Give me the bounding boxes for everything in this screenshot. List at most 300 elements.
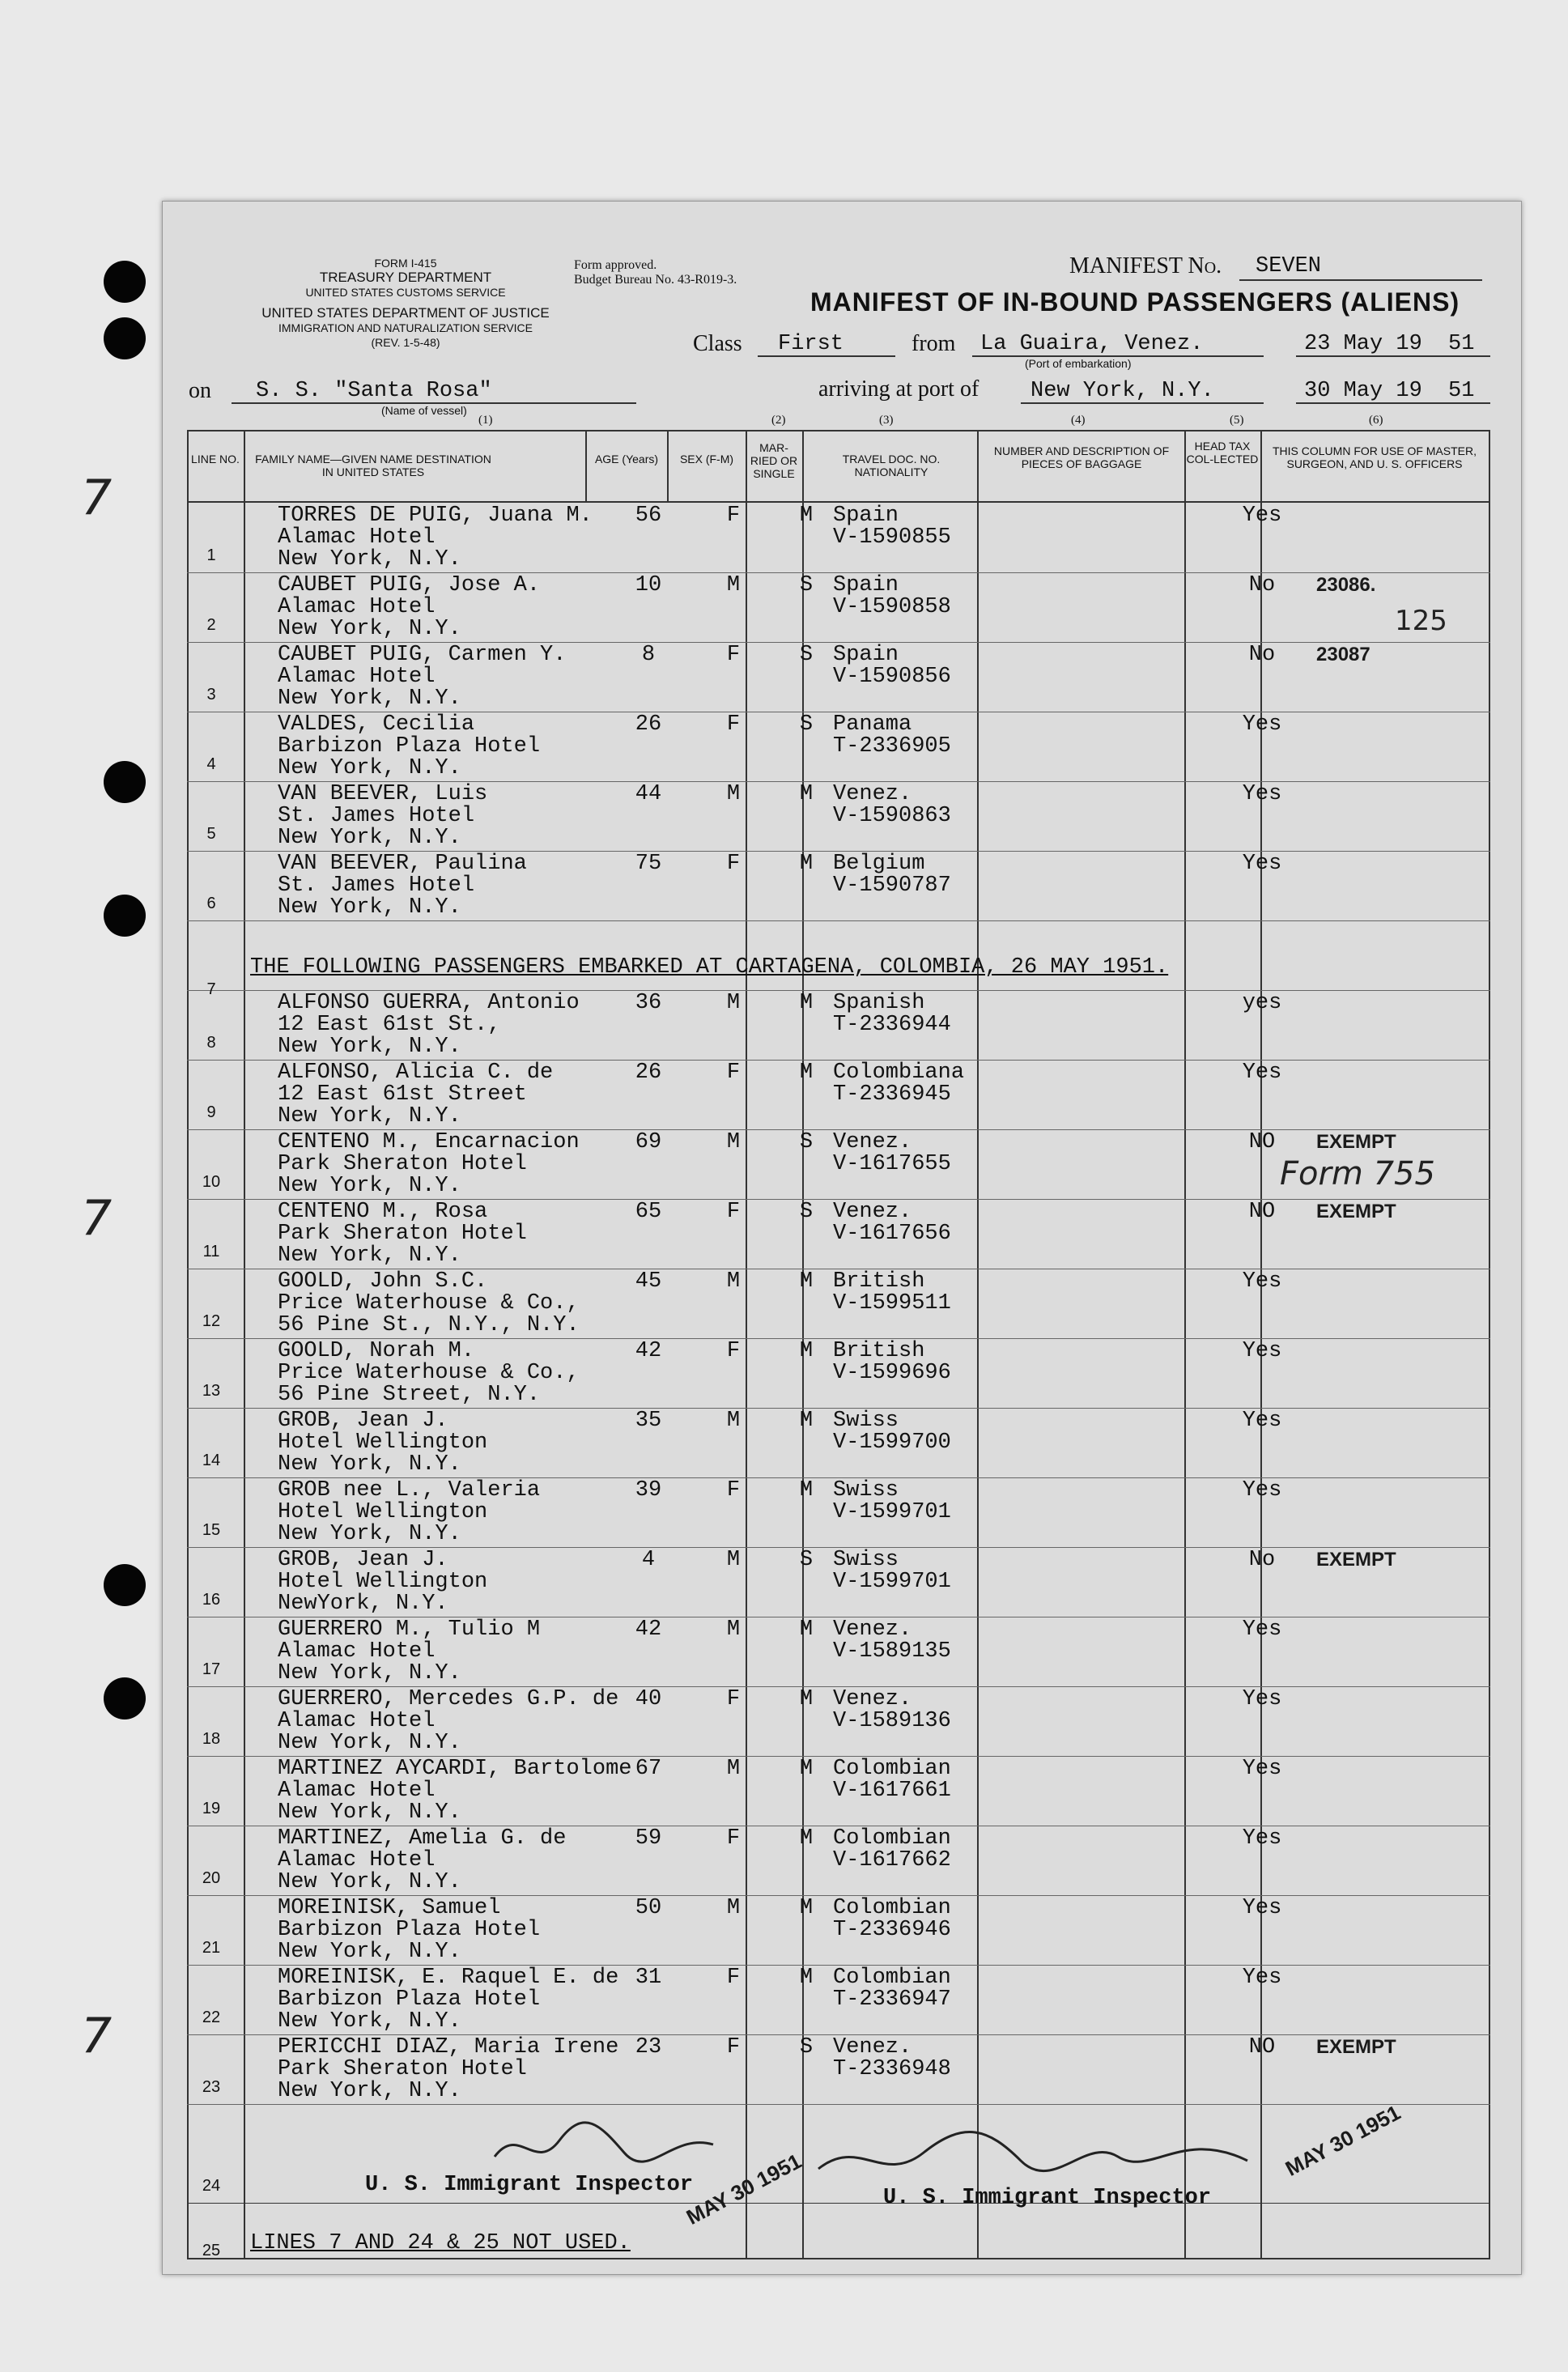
destination-line-1: St. James Hotel [278,804,475,828]
destination-line-1: Alamac Hotel [278,1639,436,1664]
destination-line-1: Alamac Hotel [278,595,436,619]
destination-line-1: Barbizon Plaza Hotel [278,1987,541,2012]
binder-hole [104,1677,146,1719]
from-value: La Guaira, Venez. [980,332,1204,356]
destination-line-2: New York, N.Y. [278,547,461,572]
destination-line-2: New York, N.Y. [278,1870,461,1894]
destination-line-2: New York, N.Y. [278,687,461,711]
col-number: (1) [478,414,493,427]
age: 23 [635,2035,662,2060]
table-row [187,1270,1490,1340]
passenger-name: GROB nee L., Valeria [278,1478,541,1503]
margin-mark: 7 [81,1190,113,1247]
col-number: (4) [1071,414,1086,427]
sex: F [726,712,741,737]
col-header-line: LINE NO. [191,453,240,465]
line-number: 13 [202,1382,221,1400]
arriving-value: New York, N.Y. [1030,379,1214,403]
nationality: Swiss [833,1478,899,1503]
nationality: Venez. [833,1687,912,1711]
age: 75 [635,852,662,876]
nationality: Colombian [833,1966,951,1990]
nationality: Spain [833,573,899,597]
line-number: 8 [206,1034,216,1052]
marital-status: M [799,1826,814,1851]
travel-doc-number: V-1617656 [833,1222,951,1246]
head-tax-collected: Yes [1242,1896,1282,1920]
travel-doc-number: V-1590858 [833,595,951,619]
line-number: 3 [206,686,216,704]
travel-doc-number: V-1617655 [833,1152,951,1176]
line-number: 20 [202,1869,221,1887]
line-number: 5 [206,825,216,843]
marital-status: M [799,1269,814,1294]
line-number: 12 [202,1312,221,1330]
rule [1239,279,1482,281]
officer-remark: EXEMPT [1316,1549,1396,1571]
row-rule [187,572,1490,573]
table-row [187,1409,1490,1479]
passenger-name: VAN BEEVER, Paulina [278,852,527,876]
officer-remark: EXEMPT [1316,1201,1396,1222]
passenger-name: CAUBET PUIG, Jose A. [278,573,541,597]
head-tax-collected: NO [1248,1130,1276,1154]
line-number: 23 [202,2078,221,2096]
ins: IMMIGRATION AND NATURALIZATION SERVICE [278,321,533,334]
head-tax-collected: Yes [1242,712,1282,737]
sex: M [726,1548,741,1572]
marital-status: S [799,712,814,737]
sex: F [726,1200,741,1224]
head-tax-collected: Yes [1242,1269,1282,1294]
nationality: Venez. [833,1617,912,1642]
line-number: 18 [202,1730,221,1748]
destination-line-1: Alamac Hotel [278,1848,436,1873]
marital-status: M [799,782,814,806]
passenger-name: MOREINISK, E. Raquel E. de [278,1966,619,1990]
row-rule [187,1129,1490,1130]
passenger-name: PERICCHI DIAZ, Maria Irene [278,2035,619,2060]
col-header-name: FAMILY NAME—GIVEN NAME DESTINATION IN UNITED STATES [255,453,491,478]
table-row [187,1758,1490,1827]
marital-status: M [799,1896,814,1920]
manifest-no-label: MANIFEST No. [1069,253,1222,278]
destination-line-2: New York, N.Y. [278,1800,461,1825]
destination-line-1: Hotel Wellington [278,1430,488,1455]
line-number: 11 [202,1243,220,1260]
sex: F [726,1826,741,1851]
from-date: 23 May 19 [1304,332,1422,356]
line-number: 21 [202,1939,221,1957]
sex: F [726,1478,741,1503]
age: 31 [635,1966,662,1990]
line-number: 24 [202,2177,221,2195]
travel-doc-number: V-1590863 [833,804,951,828]
age: 35 [635,1409,662,1433]
col-header-married: MAR-RIED OR SINGLE [750,441,798,480]
destination-line-1: Barbizon Plaza Hotel [278,1918,541,1942]
arriving-year: 51 [1448,379,1475,403]
row-rule [187,1895,1490,1896]
destination-line-2: 56 Pine St., N.Y., N.Y. [278,1313,580,1337]
vessel-value: S. S. "Santa Rosa" [256,379,492,403]
from-year: 51 [1448,332,1475,356]
binder-hole [104,895,146,937]
table-row [187,1201,1490,1270]
travel-doc-number: V-1617662 [833,1848,951,1873]
age: 26 [635,1061,662,1085]
table-row [187,574,1490,644]
marital-status: S [799,1130,814,1154]
row-rule [187,1477,1490,1478]
passenger-name: CENTENO M., Rosa [278,1200,488,1224]
justice-dept: UNITED STATES DEPARTMENT OF JUSTICE [261,305,550,321]
destination-line-2: New York, N.Y. [278,1522,461,1546]
row-rule [187,1408,1490,1409]
destination-line-1: Alamac Hotel [278,1709,436,1733]
destination-line-1: Hotel Wellington [278,1570,488,1594]
passenger-name: MARTINEZ, Amelia G. de [278,1826,567,1851]
col-number: (6) [1369,414,1383,427]
side-count: 125 [1395,605,1447,637]
travel-doc-number: V-1617661 [833,1779,951,1803]
head-tax-collected: Yes [1242,1687,1282,1711]
destination-line-2: New York, N.Y. [278,1731,461,1755]
line-number: 7 [206,980,216,998]
marital-status: M [799,1478,814,1503]
head-tax-collected: No [1248,1548,1276,1572]
marital-status: M [799,504,814,528]
destination-line-1: Park Sheraton Hotel [278,1222,527,1246]
class-label: Class [693,331,742,356]
col-divider [667,430,669,503]
passenger-name: MOREINISK, Samuel [278,1896,501,1920]
head-tax-collected: Yes [1242,1339,1282,1363]
passenger-name: VAN BEEVER, Luis [278,782,488,806]
head-tax-collected: Yes [1242,504,1282,528]
row-rule [187,2203,1490,2204]
travel-doc-number: T-2336948 [833,2057,951,2081]
col-header-baggage: NUMBER AND DESCRIPTION OF PIECES OF BAGGAGE [993,444,1170,470]
nationality: Swiss [833,1548,899,1572]
age: 69 [635,1130,662,1154]
inspector-label-1: U. S. Immigrant Inspector [365,2173,694,2197]
sex: M [726,573,741,597]
row-rule [187,920,1490,921]
nationality: Swiss [833,1409,899,1433]
sex: F [726,2035,741,2060]
age: 59 [635,1826,662,1851]
col-number: (2) [771,414,786,427]
row-rule [187,851,1490,852]
table-row [187,1479,1490,1549]
inspector-signature-1 [487,2108,729,2181]
nationality: British [833,1339,925,1363]
destination-line-1: 12 East 61st St., [278,1013,501,1037]
travel-doc-number: T-2336944 [833,1013,951,1037]
table-row [187,783,1490,852]
destination-line-2: New York, N.Y. [278,1940,461,1964]
destination-line-2: New York, N.Y. [278,1035,461,1059]
table-row [187,1061,1490,1131]
age: 42 [635,1617,662,1642]
line-number: 19 [202,1800,221,1817]
destination-line-2: New York, N.Y. [278,1174,461,1198]
port-embark-note: (Port of embarkation) [1025,357,1132,370]
rule [1021,402,1264,404]
sex: M [726,991,741,1015]
arriving-date: 30 May 19 [1304,379,1422,403]
header-rule [187,501,1490,503]
sex: M [726,782,741,806]
passenger-rows [187,504,1490,2258]
age: 44 [635,782,662,806]
revision: (REV. 1-5-48) [371,336,440,349]
travel-doc-number: T-2336905 [833,734,951,759]
head-tax-collected: Yes [1242,1409,1282,1433]
destination-line-2: New York, N.Y. [278,617,461,641]
inspector-label-2: U. S. Immigrant Inspector [883,2186,1212,2210]
age: 8 [641,643,656,667]
destination-line-2: NewYork, N.Y. [278,1592,448,1616]
destination-line-2: New York, N.Y. [278,895,461,920]
officer-remark: 23086. [1316,574,1376,596]
nationality: Panama [833,712,912,737]
col-number: (5) [1230,414,1244,427]
rule [1296,355,1490,357]
travel-doc-number: V-1589136 [833,1709,951,1733]
nationality: Colombian [833,1896,951,1920]
nationality: Venez. [833,782,912,806]
table-row [187,1897,1490,1966]
age: 67 [635,1757,662,1781]
head-tax-collected: Yes [1242,1966,1282,1990]
nationality: Spain [833,504,899,528]
budget-bureau: Budget Bureau No. 43-R019-3. [574,273,737,287]
line-number: 16 [202,1591,221,1609]
line-number: 2 [206,616,216,634]
age: 4 [641,1548,656,1572]
margin-mark: 7 [81,470,113,526]
destination-line-2: New York, N.Y. [278,1452,461,1477]
destination-line-2: New York, N.Y. [278,1243,461,1268]
passenger-name: TORRES DE PUIG, Juana M. [278,504,593,528]
passenger-name: MARTINEZ AYCARDI, Bartolome [278,1757,632,1781]
marital-status: S [799,1200,814,1224]
head-tax-collected: NO [1248,2035,1276,2060]
rule [1296,402,1490,404]
head-tax-collected: No [1248,573,1276,597]
form-number: FORM I-415 [374,257,437,270]
row-rule [187,1060,1490,1061]
head-tax-collected: Yes [1242,1617,1282,1642]
head-tax-remark: Form 755 [1280,1155,1435,1192]
vessel-note: (Name of vessel) [381,404,467,417]
manifest-sheet [162,201,1522,2275]
row-rule [187,1199,1490,1200]
destination-line-2: New York, N.Y. [278,826,461,850]
sex: F [726,1339,741,1363]
row-rule [187,781,1490,782]
table-row [187,852,1490,922]
destination-line-1: Hotel Wellington [278,1500,488,1524]
head-tax-collected: No [1248,643,1276,667]
head-tax-collected: Yes [1242,852,1282,876]
manifest-no-value: SEVEN [1256,254,1322,278]
marital-status: M [799,1617,814,1642]
class-value: First [778,332,844,356]
table-row [187,1618,1490,1688]
head-tax-collected: Yes [1242,782,1282,806]
marital-status: M [799,1339,814,1363]
cartagena-notice: THE FOLLOWING PASSENGERS EMBARKED AT CARTAGENA, COLOMBIA, 26 MAY 1951. [250,955,1169,980]
date-stamp: MAY 30 1951 [682,2149,805,2230]
passenger-name: ALFONSO GUERRA, Antonio [278,991,580,1015]
destination-line-2: New York, N.Y. [278,1661,461,1685]
col-header-head-tax: HEAD TAX COL-LECTED [1186,440,1259,465]
nationality: Venez. [833,1130,912,1154]
sex: M [726,1617,741,1642]
travel-doc-number: V-1599511 [833,1291,951,1316]
table-row [187,504,1490,574]
on-label: on [189,378,211,403]
destination-line-2: 56 Pine Street, N.Y. [278,1383,541,1407]
treasury-dept: TREASURY DEPARTMENT [319,270,492,285]
travel-doc-number: T-2336947 [833,1987,951,2012]
nationality: Colombiana [833,1061,965,1085]
arriving-label: arriving at port of [818,376,979,402]
officer-remark: EXEMPT [1316,1131,1396,1153]
travel-doc-number: V-1589135 [833,1639,951,1664]
table-row [187,1688,1490,1758]
customs-service: UNITED STATES CUSTOMS SERVICE [305,286,506,299]
table-row [187,1549,1490,1618]
officer-remark: EXEMPT [1316,2036,1396,2058]
row-rule [187,1547,1490,1548]
travel-doc-number: V-1590855 [833,525,951,550]
travel-doc-number: V-1599701 [833,1500,951,1524]
marital-status: M [799,1687,814,1711]
marital-status: M [799,1966,814,1990]
line-number: 14 [202,1452,221,1469]
sex: F [726,1687,741,1711]
line-number: 15 [202,1521,221,1539]
passenger-name: GUERRERO M., Tulio M [278,1617,541,1642]
binder-hole [104,1564,146,1606]
travel-doc-number: V-1590787 [833,874,951,898]
sex: M [726,1130,741,1154]
marital-status: S [799,2035,814,2060]
passenger-name: ALFONSO, Alicia C. de [278,1061,554,1085]
head-tax-collected: NO [1248,1200,1276,1224]
age: 26 [635,712,662,737]
line-number: 4 [206,755,216,773]
nationality: Colombian [833,1826,951,1851]
destination-line-1: Barbizon Plaza Hotel [278,734,541,759]
destination-line-2: New York, N.Y. [278,2009,461,2034]
col-header-age: AGE (Years) [594,453,659,465]
passenger-name: CENTENO M., Encarnacion [278,1130,580,1154]
age: 10 [635,573,662,597]
age: 45 [635,1269,662,1294]
nationality: Venez. [833,1200,912,1224]
age: 39 [635,1478,662,1503]
passenger-name: GOOLD, Norah M. [278,1339,475,1363]
destination-line-1: Alamac Hotel [278,1779,436,1803]
age: 36 [635,991,662,1015]
officer-remark: 23087 [1316,644,1370,665]
col-number: (3) [879,414,894,427]
binder-hole [104,261,146,303]
sex: M [726,1269,741,1294]
row-rule [187,2104,1490,2105]
destination-line-1: Alamac Hotel [278,525,436,550]
nationality: British [833,1269,925,1294]
marital-status: M [799,1061,814,1085]
binder-hole [104,317,146,359]
row-rule [187,1686,1490,1687]
sex: M [726,1896,741,1920]
table-row [187,1340,1490,1409]
sex: F [726,1966,741,1990]
passenger-name: GROB, Jean J. [278,1548,448,1572]
sex: M [726,1757,741,1781]
marital-status: M [799,991,814,1015]
marital-status: S [799,1548,814,1572]
travel-doc-number: V-1599701 [833,1570,951,1594]
form-approved: Form approved. [574,258,657,272]
row-rule [187,1965,1490,1966]
destination-line-2: New York, N.Y. [278,1104,461,1129]
destination-line-1: St. James Hotel [278,874,475,898]
binder-hole [104,761,146,803]
table-row [187,992,1490,1061]
destination-line-1: Price Waterhouse & Co., [278,1361,580,1385]
row-rule [187,642,1490,643]
line-number: 9 [206,1103,216,1121]
head-tax-collected: Yes [1242,1478,1282,1503]
travel-doc-number: V-1599696 [833,1361,951,1385]
passenger-name: VALDES, Cecilia [278,712,475,737]
head-tax-collected: Yes [1242,1826,1282,1851]
sex: F [726,643,741,667]
margin-mark: 7 [81,2008,113,2064]
nationality: Colombian [833,1757,951,1781]
age: 65 [635,1200,662,1224]
nationality: Spanish [833,991,925,1015]
nationality: Venez. [833,2035,912,2060]
nationality: Belgium [833,852,925,876]
col-header-sex: SEX (F-M) [679,453,734,465]
table-row [187,2036,1490,2106]
row-rule [187,1338,1490,1339]
row-rule [187,2034,1490,2035]
sex: M [726,1409,741,1433]
passenger-name: GROB, Jean J. [278,1409,448,1433]
col-header-travel-doc: TRAVEL DOC. NO. NATIONALITY [842,453,941,478]
destination-line-1: Alamac Hotel [278,665,436,689]
destination-line-1: Price Waterhouse & Co., [278,1291,580,1316]
destination-line-1: Park Sheraton Hotel [278,1152,527,1176]
age: 42 [635,1339,662,1363]
date-stamp: MAY 30 1951 [1281,2100,1404,2181]
table-row [187,713,1490,783]
lines-not-used-note: LINES 7 AND 24 & 25 NOT USED. [250,2231,631,2255]
line-number: 10 [202,1173,221,1191]
destination-line-2: New York, N.Y. [278,756,461,780]
nationality: Spain [833,643,899,667]
col-header-officers: THIS COLUMN FOR USE OF MASTER, SURGEON, AND U. S. OFFICERS [1272,444,1477,470]
